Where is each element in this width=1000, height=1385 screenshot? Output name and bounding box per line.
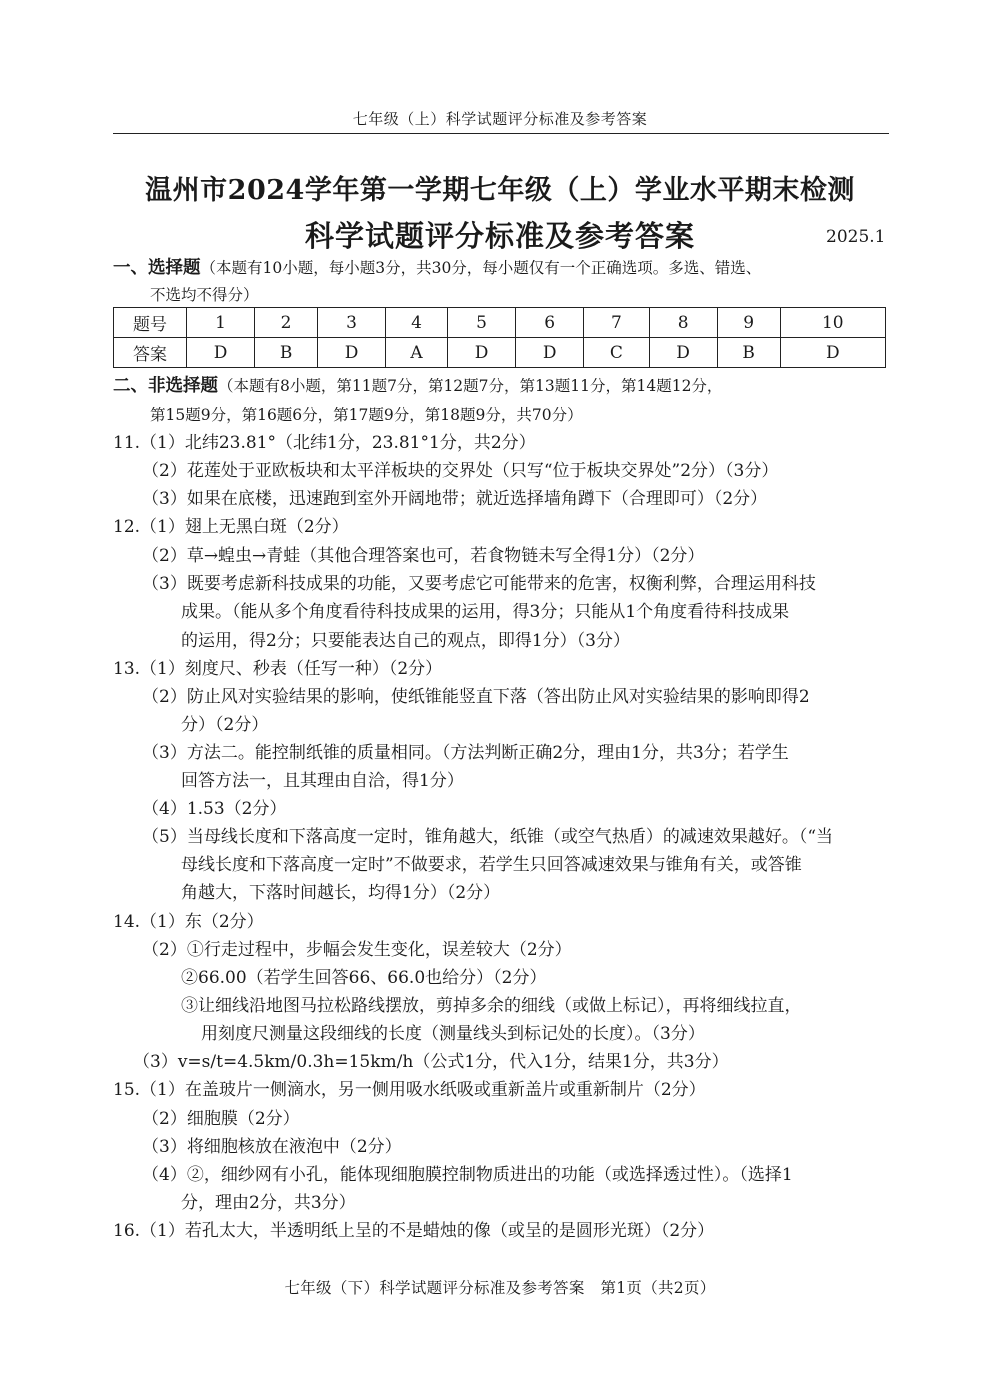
answer-line: （3）方法二。能控制纸锥的质量相同。（方法判断正确2分，理由1分，共3分；若学生 bbox=[142, 743, 789, 763]
answer-line: 13.（1）刻度尺、秒表（任写一种）（2分） bbox=[113, 659, 443, 679]
table-cell: B bbox=[255, 338, 318, 368]
table-cell: 2 bbox=[255, 308, 318, 338]
table-cell: D bbox=[649, 338, 717, 368]
section2-note-cont: 第15题9分，第16题6分，第17题9分，第18题9分，共70分） bbox=[150, 406, 583, 424]
table-cell: 5 bbox=[447, 308, 515, 338]
section2-note: （本题有8小题，第11题7分，第12题7分，第13题11分，第14题12分， bbox=[218, 377, 723, 395]
table-cell: D bbox=[318, 338, 386, 368]
row-label-answer: 答案 bbox=[114, 338, 187, 368]
answer-line: （2）细胞膜（2分） bbox=[142, 1109, 300, 1129]
answer-line: （5）当母线长度和下落高度一定时，锥角越大，纸锥（或空气热盾）的减速效果越好。（“当 bbox=[142, 827, 834, 847]
answer-line: ③让细线沿地图马拉松路线摆放，剪掉多余的细线（或做上标记），再将细线拉直， bbox=[181, 996, 802, 1016]
table-cell: D bbox=[447, 338, 515, 368]
page-footer: 七年级（下）科学试题评分标准及参考答案 第1页（共2页） bbox=[284, 1279, 716, 1297]
section2-heading: 二、非选择题 bbox=[113, 376, 218, 396]
answer-line: 用刻度尺测量这段细线的长度（测量线头到标记处的长度）。（3分） bbox=[201, 1024, 705, 1044]
section2-heading-line bbox=[113, 375, 722, 397]
exam-title: 温州市2024学年第一学期七年级（上）学业水平期末检测 bbox=[145, 175, 855, 206]
answer-line: 成果。（能从多个角度看待科技成果的运用，得3分；只能从1个角度看待科技成果 bbox=[181, 602, 790, 622]
table-cell: 1 bbox=[187, 308, 255, 338]
exam-date: 2025.1 bbox=[826, 227, 886, 247]
table-cell: 8 bbox=[649, 308, 717, 338]
table-cell: D bbox=[780, 338, 885, 368]
answer-table bbox=[113, 307, 886, 368]
table-cell: 4 bbox=[386, 308, 448, 338]
answer-line: 分）（2分） bbox=[181, 715, 269, 735]
table-cell: B bbox=[717, 338, 780, 368]
table-cell: D bbox=[516, 338, 584, 368]
answer-line: 的运用，得2分；只要能表达自己的观点，即得1分）（3分） bbox=[181, 631, 630, 651]
table-cell: D bbox=[187, 338, 255, 368]
answer-line: 11.（1）北纬23.81°（北纬1分，23.81°1分，共2分） bbox=[113, 433, 536, 453]
answer-line: （4）②，细纱网有小孔，能体现细胞膜控制物质进出的功能（或选择透过性）。（选择1 bbox=[142, 1165, 793, 1185]
answer-line: （3）既要考虑新科技成果的功能，又要考虑它可能带来的危害，权衡利弊，合理运用科技 bbox=[142, 574, 816, 594]
table-cell: 3 bbox=[318, 308, 386, 338]
answer-line: （2）草→蝗虫→青蛙（其他合理答案也可，若食物链未写全得1分）（2分） bbox=[142, 546, 705, 566]
table-row bbox=[114, 308, 886, 338]
answer-line: （2）防止风对实验结果的影响，使纸锥能竖直下落（答出防止风对实验结果的影响即得2 bbox=[142, 687, 810, 707]
answer-line: 分，理由2分，共3分） bbox=[181, 1193, 356, 1213]
row-label-number: 题号 bbox=[114, 308, 187, 338]
answer-line: （4）1.53（2分） bbox=[142, 799, 287, 819]
answer-line: （3）将细胞核放在液泡中（2分） bbox=[142, 1137, 402, 1157]
table-cell: 10 bbox=[780, 308, 885, 338]
answer-line: （2）①行走过程中，步幅会发生变化，误差较大（2分） bbox=[142, 940, 572, 960]
table-cell: C bbox=[584, 338, 649, 368]
answer-line: 16.（1）若孔太大，半透明纸上呈的不是蜡烛的像（或呈的是圆形光斑）（2分） bbox=[113, 1221, 715, 1241]
section1-heading-line bbox=[113, 257, 761, 279]
table-row bbox=[114, 338, 886, 368]
answer-line: 14.（1）东（2分） bbox=[113, 912, 264, 932]
header-rule bbox=[113, 133, 889, 134]
answer-line: 回答方法一，且其理由自洽，得1分） bbox=[181, 771, 464, 791]
section1-heading: 一、选择题 bbox=[113, 258, 201, 278]
answer-line: 12.（1）翅上无黑白斑（2分） bbox=[113, 517, 349, 537]
answer-line: 15.（1）在盖玻片一侧滴水，另一侧用吸水纸吸或重新盖片或重新制片（2分） bbox=[113, 1080, 706, 1100]
page-header: 七年级（上）科学试题评分标准及参考答案 bbox=[352, 110, 648, 128]
exam-subtitle: 科学试题评分标准及参考答案 bbox=[304, 219, 695, 253]
section1-note-cont: 不选均不得分） bbox=[150, 286, 259, 304]
answer-line: （2）花莲处于亚欧板块和太平洋板块的交界处（只写“位于板块交界处”2分）（3分） bbox=[142, 461, 779, 481]
answer-line: 母线长度和下落高度一定时”不做要求，若学生只回答减速效果与锥角有关，或答锥 bbox=[181, 855, 802, 875]
table-cell: A bbox=[386, 338, 448, 368]
table-cell: 9 bbox=[717, 308, 780, 338]
section1-note: （本题有10小题，每小题3分，共30分，每小题仅有一个正确选项。多选、错选、 bbox=[200, 259, 762, 277]
answer-line: （3）v=s/t=4.5km/0.3h=15km/h（公式1分，代入1分，结果1分，共3分） bbox=[133, 1052, 729, 1072]
table-cell: 7 bbox=[584, 308, 649, 338]
table-cell: 6 bbox=[516, 308, 584, 338]
answer-line: 角越大，下落时间越长，均得1分）（2分） bbox=[181, 883, 501, 903]
answer-line: ②66.00（若学生回答66、66.0也给分）（2分） bbox=[181, 968, 547, 988]
answer-line: （3）如果在底楼，迅速跑到室外开阔地带；就近选择墙角蹲下（合理即可）（2分） bbox=[142, 489, 768, 509]
